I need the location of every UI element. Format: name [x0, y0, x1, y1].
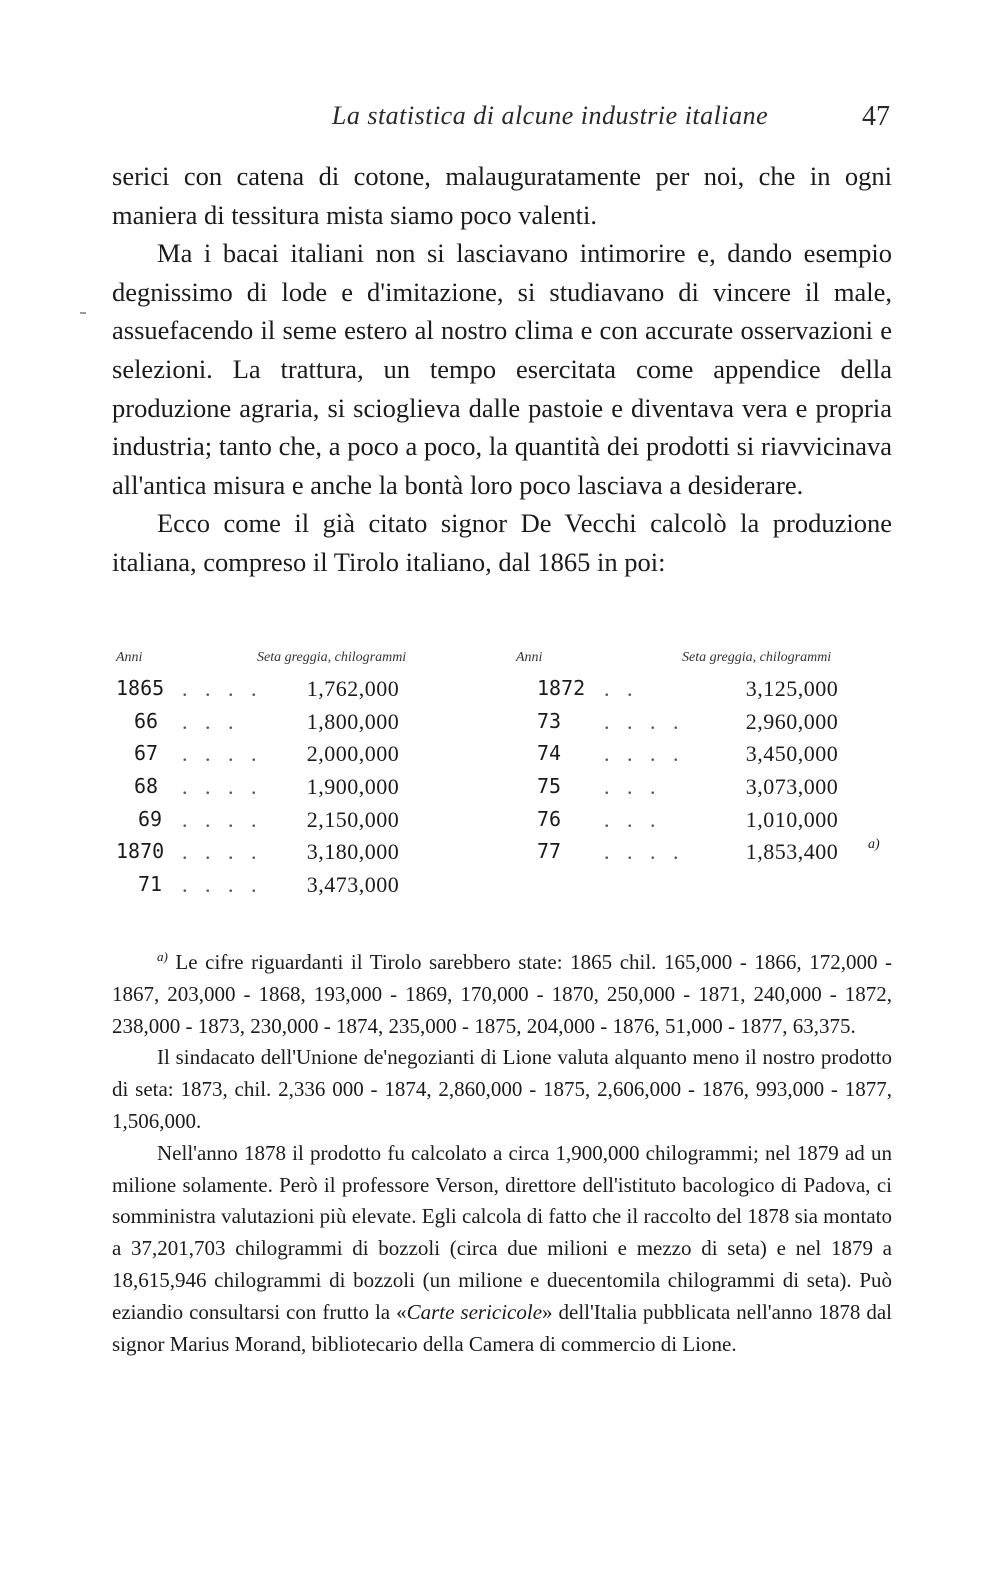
body-text	[112, 157, 892, 582]
margin-mark	[80, 312, 86, 314]
leader-dots: . . . .	[604, 708, 685, 734]
table-row	[112, 774, 492, 807]
row-value: 2,960,000	[745, 708, 839, 734]
footnote-text: » dell'Italia pubblicata nell'anno 1878 dal signor Marius Morand, bibliotecario della Camera di commercio di Lione.	[112, 1299, 892, 1356]
table-row	[112, 839, 492, 872]
row-value: 2,150,000	[306, 806, 400, 832]
footnote-marker: a)	[157, 949, 168, 964]
row-year: 67	[134, 741, 159, 766]
table-row	[112, 741, 492, 774]
row-year: 74	[537, 741, 562, 766]
table-header	[112, 646, 492, 676]
leader-dots: . . . .	[182, 872, 263, 898]
row-year: 1870	[116, 839, 165, 864]
row-value: 3,450,000	[745, 741, 839, 767]
footnote-paragraph	[112, 1138, 892, 1361]
row-year: 66	[134, 708, 159, 733]
table-row	[112, 676, 492, 709]
leader-dots: . . . .	[604, 741, 685, 767]
row-value: 2,000,000	[306, 741, 400, 767]
leader-dots: . . . .	[182, 774, 263, 800]
row-value: 1,853,400	[745, 839, 839, 865]
table-row	[112, 709, 492, 742]
leader-dots: . . . .	[604, 839, 685, 865]
row-value: 3,073,000	[745, 774, 839, 800]
table-row	[112, 807, 492, 840]
running-head: La statistica di alcune industrie italiane	[331, 101, 769, 130]
header-years: Anni	[516, 650, 543, 665]
leader-dots: . . .	[182, 708, 240, 734]
footnote-paragraph: Il sindacato dell'Unione de'negozianti di Lione valuta alquanto meno il nostro prodotto di seta: 1873, chil. 2,336 000 - 1874, 2,860,000 - 1875, 2,606,000 - 1876, 993,000 - 1877, 1,506,000.	[112, 1045, 892, 1133]
page-number: 47	[862, 101, 890, 132]
row-year: 77	[537, 839, 562, 864]
leader-dots: . . . .	[182, 676, 263, 701]
leader-dots: . . .	[604, 806, 662, 832]
footnote-text: Le cifre riguardanti il Tirolo sarebbero state: 1865 chil. 165,000 - 1866, 172,000 - 1867, 203,000 - 1868, 193,000 - 1869, 170,000 - 1870, 250,000 - 1871, 240,000 - 1872, 238,000 - 1873, 230,000 - 1874, 235,000 - 1875, 204,000 - 1876, 51,000 - 1877, 63,375.	[112, 950, 893, 1038]
row-year: 69	[138, 806, 163, 831]
table-row	[512, 741, 892, 774]
row-value: 3,180,000	[306, 839, 400, 865]
row-value: 1,800,000	[306, 708, 400, 734]
leader-dots: . . . .	[182, 839, 263, 865]
table-row	[512, 709, 892, 742]
footnotes	[112, 941, 892, 1360]
header-raw-silk: Seta greggia, chilogrammi	[257, 650, 407, 665]
table-header	[512, 646, 892, 676]
row-value: 1,900,000	[306, 774, 400, 800]
row-year: 68	[134, 774, 159, 799]
header-raw-silk: Seta greggia, chilogrammi	[682, 650, 832, 665]
row-year: 1872	[537, 676, 586, 700]
row-value: 3,473,000	[306, 872, 400, 898]
footnote-text: Nell'anno 1878 il prodotto fu calcolato a circa 1,900,000 chilogrammi; nel 1879 ad un milione solamente. Però il professore Verson, direttore dell'istituto bacologico di Padova, ci somministra valutazioni più elevate. Egli calcola di fatto che il raccolto del 1878 sia montato a 37,201,703 chilogrammi di bozzoli (circa due milioni e mezzo di seta) e nel 1879 a 18,615,946 chilogrammi di bozzoli (un milione e duecentomila chilogrammi di seta). Può eziandio consultarsi con frutto la «	[112, 1140, 892, 1324]
table-row	[112, 872, 492, 905]
leader-dots: . . .	[604, 774, 662, 800]
table-row	[512, 774, 892, 807]
map-title: Carte sericicole	[406, 1299, 543, 1324]
footnote-marker: a)	[868, 837, 880, 853]
row-year: 1865	[116, 676, 165, 700]
table-column-right	[512, 646, 892, 872]
paragraph: Ecco come il già citato signor De Vecchi calcolò la produzione italiana, compreso il Tirolo italiano, dal 1865 in poi:	[112, 508, 892, 577]
row-value: 1,762,000	[306, 676, 400, 701]
table-row	[512, 839, 892, 872]
header-years: Anni	[116, 650, 143, 665]
footnote-a	[112, 941, 892, 1042]
row-year: 75	[537, 774, 562, 799]
table-row	[512, 807, 892, 840]
table-column-left	[112, 646, 492, 905]
table-row	[512, 676, 892, 709]
leader-dots: . .	[604, 676, 639, 701]
row-year: 71	[138, 872, 163, 897]
paragraph: Ma i bacai italiani non si lasciavano intimorire e, dando esempio degnissimo di lode e d'imitazione, si studiavano di vincere il male, assuefacendo il seme estero al nostro clima e con accurate osservazioni e selezioni. La trattura, un tempo esercitata come appendice della produzione agraria, si scioglieva dalle pastoie e diventava vera e propria industria; tanto che, a poco a poco, la quantità dei prodotti si riavvicinava all'antica misura e anche la bontà loro poco lasciava a desiderare.	[112, 238, 892, 500]
row-value: 3,125,000	[745, 676, 839, 701]
row-value: 1,010,000	[745, 806, 839, 832]
row-year: 73	[537, 708, 562, 733]
row-year: 76	[537, 806, 562, 831]
paragraph: serici con catena di cotone, malauguratamente per noi, che in ogni maniera di tessitura mista siamo poco valenti.	[112, 161, 892, 230]
leader-dots: . . . .	[182, 806, 263, 832]
leader-dots: . . . .	[182, 741, 263, 767]
